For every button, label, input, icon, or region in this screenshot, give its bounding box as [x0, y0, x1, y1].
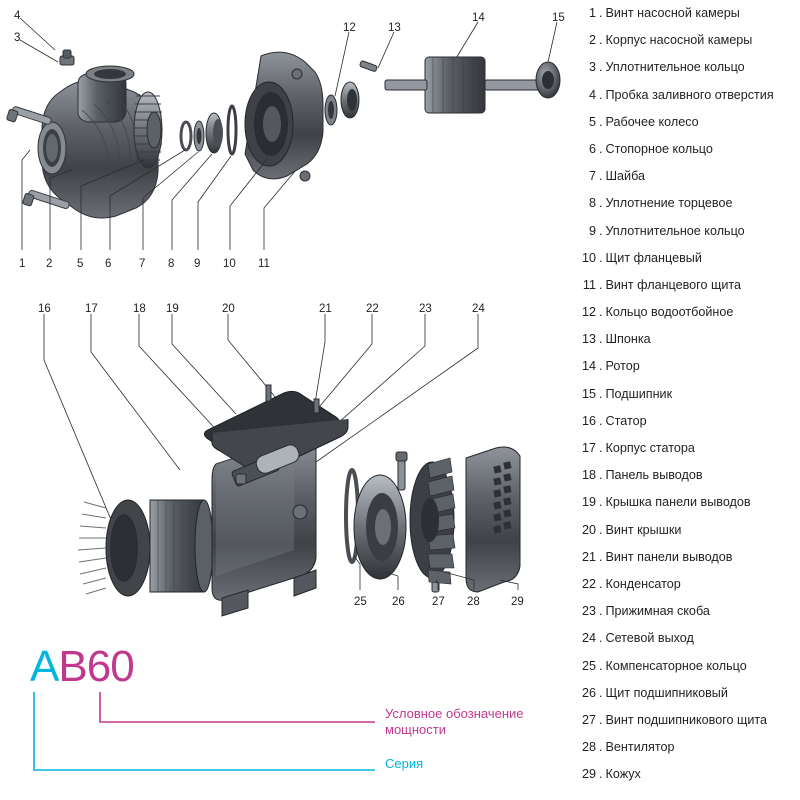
legend-item — [576, 577, 800, 604]
model-designation — [30, 642, 134, 692]
legend-item — [576, 115, 800, 142]
callout-19: 19 — [166, 303, 179, 315]
callout-11: 11 — [258, 258, 270, 270]
legend-number: 22 — [581, 576, 596, 591]
legend-item — [576, 631, 800, 658]
logo-power-number: 60 — [86, 642, 134, 691]
legend-label: Винт крышки — [605, 522, 682, 537]
legend-number: 8 — [588, 196, 596, 211]
legend-number: 27 — [581, 712, 596, 727]
legend-item — [576, 251, 800, 278]
legend-label: Кольцо водоотбойное — [605, 305, 734, 320]
legend-number: 12 — [581, 305, 596, 320]
legend-item — [576, 767, 800, 794]
legend-item — [576, 550, 800, 577]
legend-separator: . — [599, 277, 603, 292]
parts-legend — [576, 6, 800, 796]
legend-item — [576, 604, 800, 631]
callout-27: 27 — [432, 596, 445, 608]
legend-separator: . — [599, 576, 603, 591]
legend-number: 29 — [581, 767, 596, 782]
legend-item — [576, 88, 800, 115]
legend-number: 15 — [581, 386, 596, 401]
legend-number: 28 — [581, 740, 596, 755]
legend-label: Корпус статора — [605, 441, 695, 455]
legend-number: 18 — [581, 468, 596, 483]
callout-15: 15 — [552, 12, 565, 24]
callout-3: 3 — [14, 32, 21, 44]
legend-separator: . — [599, 386, 603, 401]
callout-9: 9 — [194, 258, 201, 270]
legend-item — [576, 305, 800, 332]
legend-item — [576, 713, 800, 740]
callout-13: 13 — [388, 22, 401, 34]
legend-number: 20 — [581, 522, 596, 537]
legend-separator: . — [599, 740, 603, 755]
legend-item — [576, 414, 800, 441]
legend-item — [576, 60, 800, 87]
legend-label: Статор — [605, 413, 647, 428]
legend-label: Винт панели выводов — [605, 549, 733, 564]
legend-separator: . — [599, 332, 603, 347]
legend-separator: . — [599, 87, 603, 102]
legend-item — [576, 740, 800, 767]
legend-number: 2 — [588, 33, 596, 48]
legend-separator: . — [599, 305, 603, 320]
legend-separator: . — [599, 141, 603, 156]
legend-separator: . — [599, 495, 603, 510]
legend-label: Шпонка — [605, 332, 651, 347]
legend-number: 14 — [581, 359, 596, 374]
callout-5: 5 — [77, 258, 84, 270]
legend-label: Шайба — [605, 169, 646, 184]
legend-number: 24 — [581, 631, 596, 646]
legend-separator: . — [599, 658, 603, 673]
legend-separator: . — [599, 468, 603, 483]
legend-label: Сетевой выход — [605, 631, 694, 646]
legend-number: 13 — [581, 332, 596, 347]
legend-label: Винт фланцевого щита — [605, 277, 742, 292]
legend-label: Щит фланцевый — [605, 250, 702, 265]
legend-item — [576, 686, 800, 713]
legend-item — [576, 359, 800, 386]
legend-separator: . — [599, 604, 603, 619]
legend-item — [576, 441, 800, 468]
legend-separator: . — [599, 767, 603, 782]
legend-number: 7 — [588, 169, 596, 184]
legend-item — [576, 278, 800, 305]
legend-label: Вентилятор — [605, 740, 675, 755]
legend-number: 16 — [581, 413, 596, 428]
legend-number: 6 — [588, 141, 596, 156]
legend-label: Кожух — [605, 767, 641, 782]
callout-4: 4 — [14, 10, 21, 22]
legend-number: 25 — [581, 658, 596, 673]
legend-item — [576, 224, 800, 251]
legend-separator: . — [599, 359, 603, 374]
power-annotation-line2: мощности — [385, 722, 446, 737]
legend-label: Рабочее колесо — [605, 114, 699, 129]
legend-number: 17 — [581, 441, 596, 455]
callout-20: 20 — [222, 303, 235, 315]
legend-separator: . — [599, 196, 603, 211]
legend-item — [576, 332, 800, 359]
callout-23: 23 — [419, 303, 432, 315]
legend-label: Уплотнительное кольцо — [605, 60, 745, 75]
legend-number: 5 — [588, 114, 596, 129]
callout-25: 25 — [354, 596, 367, 608]
callout-24: 24 — [472, 303, 485, 315]
legend-separator: . — [599, 169, 603, 184]
legend-separator: . — [599, 712, 603, 727]
legend-number: 26 — [581, 685, 596, 700]
legend-separator: . — [599, 441, 603, 455]
callout-21: 21 — [319, 303, 332, 315]
logo-letter-b: B — [58, 642, 87, 691]
legend-number: 11 — [582, 277, 596, 292]
callout-28: 28 — [467, 596, 480, 608]
legend-item — [576, 468, 800, 495]
logo-letter-a: A — [30, 642, 59, 691]
legend-label: Винт насосной камеры — [605, 6, 740, 20]
callout-12: 12 — [343, 22, 356, 34]
legend-label: Уплотнение торцевое — [605, 196, 733, 211]
legend-item — [576, 523, 800, 550]
legend-item — [576, 169, 800, 196]
legend-separator: . — [599, 631, 603, 646]
legend-item — [576, 33, 800, 60]
legend-item — [576, 387, 800, 414]
callout-16: 16 — [38, 303, 51, 315]
callout-1: 1 — [19, 258, 26, 270]
legend-number: 19 — [581, 495, 596, 510]
legend-separator: . — [599, 33, 603, 48]
callout-7: 7 — [139, 258, 146, 270]
legend-item — [576, 495, 800, 522]
legend-number: 1 — [588, 6, 596, 20]
legend-item — [576, 6, 800, 33]
legend-label: Винт подшипникового щита — [605, 712, 768, 727]
callout-29: 29 — [511, 596, 524, 608]
callout-10: 10 — [223, 258, 236, 270]
legend-item — [576, 142, 800, 169]
legend-separator: . — [599, 6, 603, 20]
callout-6: 6 — [105, 258, 112, 270]
legend-separator: . — [599, 522, 603, 537]
legend-number: 10 — [581, 250, 596, 265]
legend-label: Корпус насосной камеры — [605, 33, 753, 48]
power-annotation-line1: Условное обозначение — [385, 706, 524, 721]
callout-17: 17 — [85, 303, 98, 315]
legend-number: 3 — [588, 60, 596, 75]
legend-label: Уплотнительное кольцо — [605, 223, 745, 238]
series-annotation: Серия — [385, 756, 424, 771]
callout-26: 26 — [392, 596, 405, 608]
legend-number: 9 — [588, 223, 596, 238]
legend-item — [576, 659, 800, 686]
legend-number: 4 — [588, 87, 596, 102]
legend-separator: . — [599, 685, 603, 700]
legend-separator: . — [599, 60, 603, 75]
callout-22: 22 — [366, 303, 379, 315]
legend-label: Ротор — [605, 359, 640, 374]
callout-14: 14 — [472, 12, 485, 24]
legend-label: Крышка панели выводов — [605, 495, 751, 510]
legend-label: Щит подшипниковый — [605, 685, 728, 700]
legend-separator: . — [599, 549, 603, 564]
power-annotation — [385, 706, 570, 738]
legend-label: Панель выводов — [605, 468, 703, 483]
legend-label: Пробка заливного отверстия — [605, 87, 774, 102]
legend-label: Прижимная скоба — [605, 604, 710, 619]
legend-number: 21 — [581, 549, 596, 564]
legend-separator: . — [599, 250, 603, 265]
callout-2: 2 — [46, 258, 53, 270]
legend-separator: . — [599, 223, 603, 238]
legend-label: Подшипник — [605, 386, 673, 401]
legend-label: Конденсатор — [605, 576, 681, 591]
legend-label: Стопорное кольцо — [605, 141, 713, 156]
legend-label: Компенсаторное кольцо — [605, 658, 747, 673]
callout-18: 18 — [133, 303, 146, 315]
legend-separator: . — [599, 413, 603, 428]
legend-separator: . — [599, 114, 603, 129]
callout-8: 8 — [168, 258, 175, 270]
legend-item — [576, 196, 800, 223]
legend-number: 23 — [581, 604, 596, 619]
